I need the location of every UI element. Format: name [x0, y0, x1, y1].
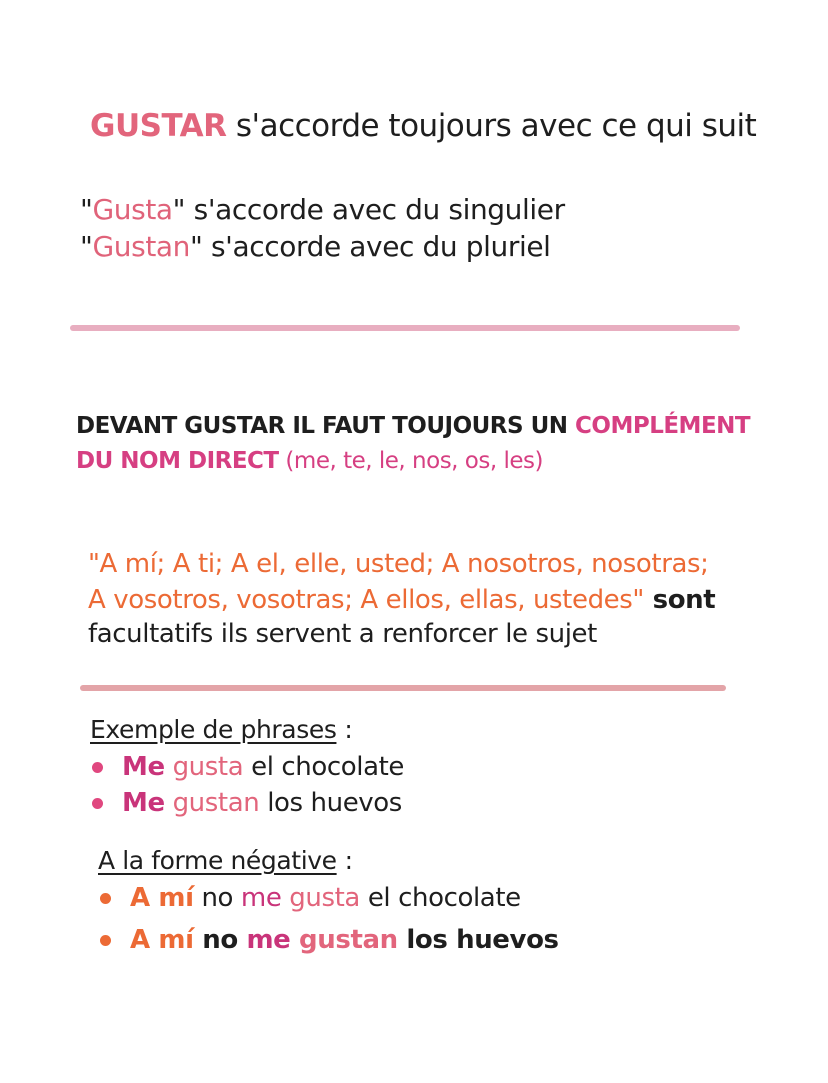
examples-colon: :: [336, 715, 353, 744]
a-mi: A mí: [130, 925, 194, 955]
singular-rule-text: s'accorde avec du singulier: [185, 193, 565, 226]
gusta-word: Gusta: [92, 193, 173, 226]
bullet-icon: [92, 762, 103, 773]
gustan-word: Gustan: [92, 230, 190, 263]
complement-rule-line2: [76, 448, 543, 474]
complement-keyword: COMPLÉMENT: [575, 413, 751, 439]
singular-rule: [80, 193, 565, 226]
quote-close: ": [190, 230, 203, 263]
verb: gusta: [281, 883, 360, 913]
plural-rule-text: s'accorde avec du pluriel: [202, 230, 551, 263]
verb: gustan: [290, 925, 398, 955]
verb: gustan: [164, 788, 260, 818]
optional-phrases: A vosotros, vosotras; A ellos, ellas, ustedes": [88, 585, 644, 615]
complement-rule-text: DEVANT GUSTAR IL FAUT TOUJOURS UN: [76, 413, 576, 439]
complement-rule-line1: [76, 413, 750, 439]
negative-colon: :: [336, 846, 353, 875]
bullet-icon: [100, 935, 111, 946]
divider-top: [70, 325, 740, 331]
direct-object-keyword: DU NOM DIRECT: [76, 448, 279, 474]
examples-heading: Exemple de phrases: [90, 715, 337, 744]
quote-open: ": [80, 193, 93, 226]
bullet-icon: [100, 893, 111, 904]
object: el chocolate: [359, 883, 521, 913]
pronoun: Me: [122, 752, 165, 782]
object: el chocolate: [243, 752, 405, 782]
a-mi: A mí: [130, 883, 194, 913]
optional-line2: [88, 585, 715, 615]
quote-open: ": [80, 230, 93, 263]
divider-bottom: [80, 685, 726, 691]
object: los huevos: [397, 925, 559, 955]
verb: gusta: [164, 752, 244, 782]
gustar-rule-statement: s'accorde toujours avec ce qui suit: [226, 108, 757, 144]
pronoun: me: [233, 883, 282, 913]
list-item: [100, 922, 559, 958]
gustar-rule-title: [90, 108, 756, 144]
list-item: [92, 749, 404, 785]
negation: no: [193, 925, 238, 955]
quote-close: ": [172, 193, 186, 226]
gustar-keyword: GUSTAR: [90, 108, 227, 144]
bullet-icon: [92, 798, 103, 809]
negative-list: [100, 880, 559, 958]
list-item: [100, 880, 559, 916]
negative-heading-row: [98, 846, 353, 875]
list-item: [92, 785, 404, 821]
optional-line1: "A mí; A ti; A el, elle, usted; A nosotros, nosotras;: [88, 549, 709, 579]
optional-sont: sont: [643, 585, 716, 615]
examples-list: [92, 749, 404, 821]
optional-line3: facultatifs ils servent a renforcer le sujet: [88, 619, 597, 649]
object: los huevos: [259, 788, 402, 818]
plural-rule: [80, 230, 551, 263]
pronoun: Me: [122, 788, 165, 818]
examples-heading-row: [90, 715, 353, 744]
pronoun-list: (me, te, le, nos, os, les): [278, 448, 543, 474]
negation: no: [193, 883, 234, 913]
negative-heading: A la forme négative: [98, 846, 337, 875]
pronoun: me: [237, 925, 291, 955]
